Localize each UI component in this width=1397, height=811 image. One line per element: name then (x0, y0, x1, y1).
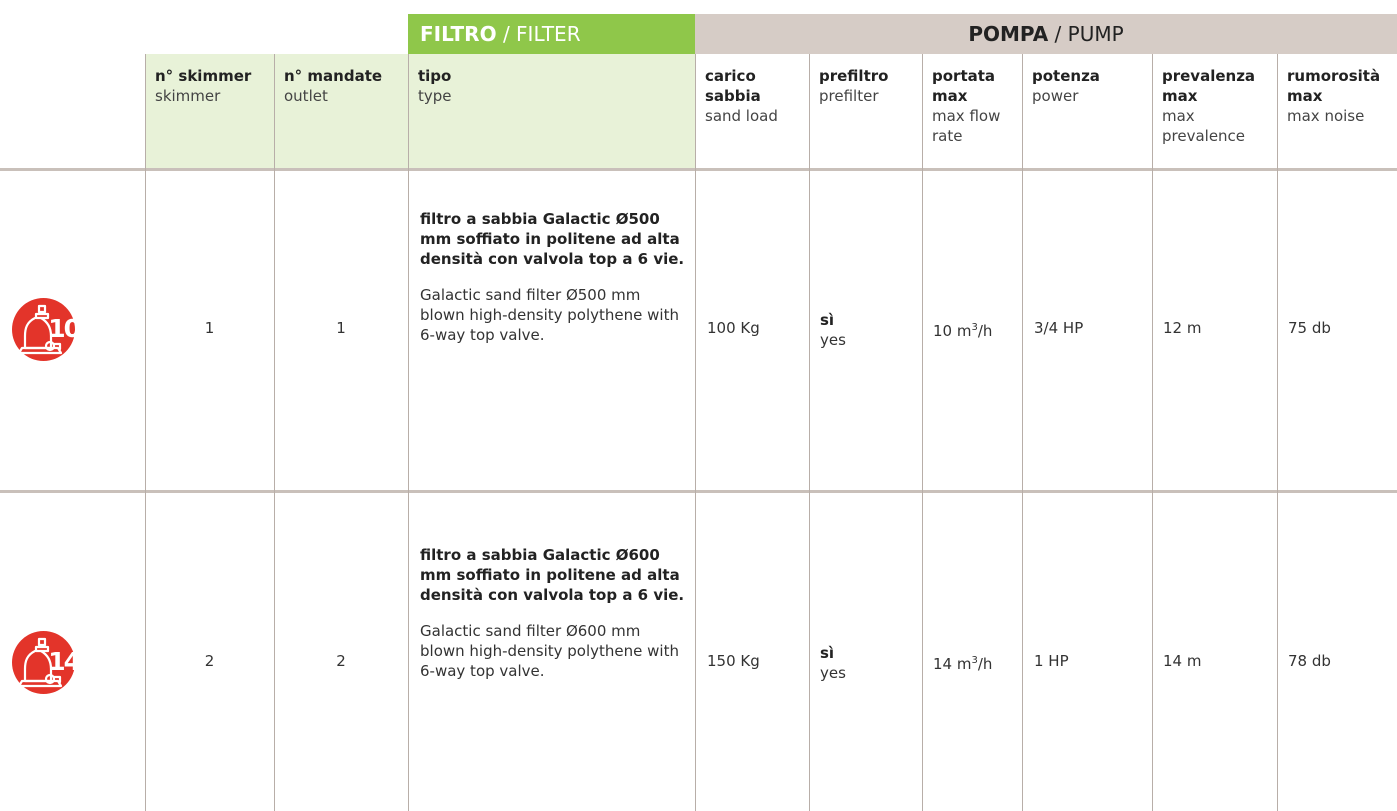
row1-flow-sup: 3 (971, 322, 978, 333)
row2-sand-load: 150 Kg (707, 652, 760, 670)
row1-prefilter-en: yes (820, 331, 846, 349)
header-skimmer (145, 54, 274, 168)
model-14-number: 14 (48, 647, 79, 676)
column-divider (408, 54, 409, 811)
header-prefilter (809, 54, 922, 168)
row1-flow-rate (933, 318, 1018, 341)
header-outlet-it: n° mandate (284, 67, 383, 85)
header-skimmer-en: skimmer (155, 87, 221, 105)
row1-flow-value: 10 m (933, 322, 972, 340)
header-sand-load-en: sand load (705, 107, 778, 125)
header-noise (1277, 54, 1397, 168)
header-type (408, 54, 695, 168)
column-divider (1152, 54, 1153, 811)
row1-prefilter (820, 310, 915, 350)
row1-outlet: 1 (336, 319, 346, 337)
row2-flow-rate (933, 651, 1018, 674)
header-noise-it: rumorosità max (1287, 67, 1381, 105)
column-divider (695, 54, 696, 811)
filter-group-header (408, 14, 695, 54)
header-flow-rate-it: portata max (932, 67, 996, 105)
header-type-it: tipo (418, 67, 452, 85)
row2-prefilter-en: yes (820, 664, 846, 682)
row1-prefilter-it: sì (820, 311, 835, 329)
header-skimmer-it: n° skimmer (155, 67, 252, 85)
row2-type-it: filtro a sabbia Galactic Ø600 mm soffiato in politene ad alta densità con valvola top a 6 vie. (420, 546, 685, 604)
pump-group-title-it: POMPA (968, 22, 1049, 46)
row2-skimmer: 2 (204, 652, 215, 670)
model-10-number: 10 (48, 314, 79, 343)
header-flow-rate (922, 54, 1022, 168)
header-flow-rate-en: max flow rate (932, 107, 1001, 145)
filter-group-title-it: FILTRO (420, 22, 497, 46)
row2-outlet: 2 (336, 652, 346, 670)
column-divider (1022, 54, 1023, 811)
header-outlet-en: outlet (284, 87, 328, 105)
filter-group-title-en: / FILTER (496, 22, 581, 46)
row2-type (420, 545, 685, 681)
row1-sand-load: 100 Kg (707, 319, 760, 337)
row2-flow-sup: 3 (971, 655, 978, 666)
header-power-it: potenza (1032, 67, 1100, 85)
row2-type-en: Galactic sand filter Ø600 mm blown high-density polythene with 6-way top valve. (420, 622, 679, 680)
row2-prefilter (820, 643, 915, 683)
header-type-en: type (418, 87, 452, 105)
row1-skimmer: 1 (204, 319, 215, 337)
header-prevalence-it: prevalenza max (1162, 67, 1256, 105)
model-14-badge (12, 631, 79, 694)
header-outlet (274, 54, 408, 168)
row-separator (0, 490, 1397, 493)
column-divider (1277, 54, 1278, 811)
header-power (1022, 54, 1152, 168)
row1-type-it: filtro a sabbia Galactic Ø500 mm soffiato in politene ad alta densità con valvola top a 6 vie. (420, 210, 685, 268)
header-noise-en: max noise (1287, 107, 1365, 125)
row-separator (0, 168, 1397, 171)
header-prevalence (1152, 54, 1277, 168)
row2-flow-unit: /h (977, 655, 993, 673)
row1-power: 3/4 HP (1034, 319, 1084, 337)
row1-prevalence: 12 m (1163, 319, 1202, 337)
header-prefilter-it: prefiltro (819, 67, 889, 85)
column-divider (145, 54, 146, 811)
pump-group-header (695, 14, 1397, 54)
pump-group-title-en: / PUMP (1048, 22, 1124, 46)
column-divider (922, 54, 923, 811)
header-sand-load (695, 54, 809, 168)
row1-type (420, 209, 685, 345)
column-divider (809, 54, 810, 811)
row2-power: 1 HP (1034, 652, 1069, 670)
header-prevalence-en: max prevalence (1162, 107, 1246, 145)
row1-type-en: Galactic sand filter Ø500 mm blown high-density polythene with 6-way top valve. (420, 286, 679, 344)
header-power-en: power (1032, 87, 1079, 105)
row2-noise: 78 db (1288, 652, 1331, 670)
row2-prevalence: 14 m (1163, 652, 1202, 670)
column-divider (274, 54, 275, 811)
header-prefilter-en: prefilter (819, 87, 879, 105)
row2-prefilter-it: sì (820, 644, 835, 662)
model-10-badge (12, 298, 79, 361)
row2-flow-value: 14 m (933, 655, 972, 673)
row1-noise: 75 db (1288, 319, 1331, 337)
row1-flow-unit: /h (977, 322, 993, 340)
header-sand-load-it: carico sabbia (705, 67, 761, 105)
